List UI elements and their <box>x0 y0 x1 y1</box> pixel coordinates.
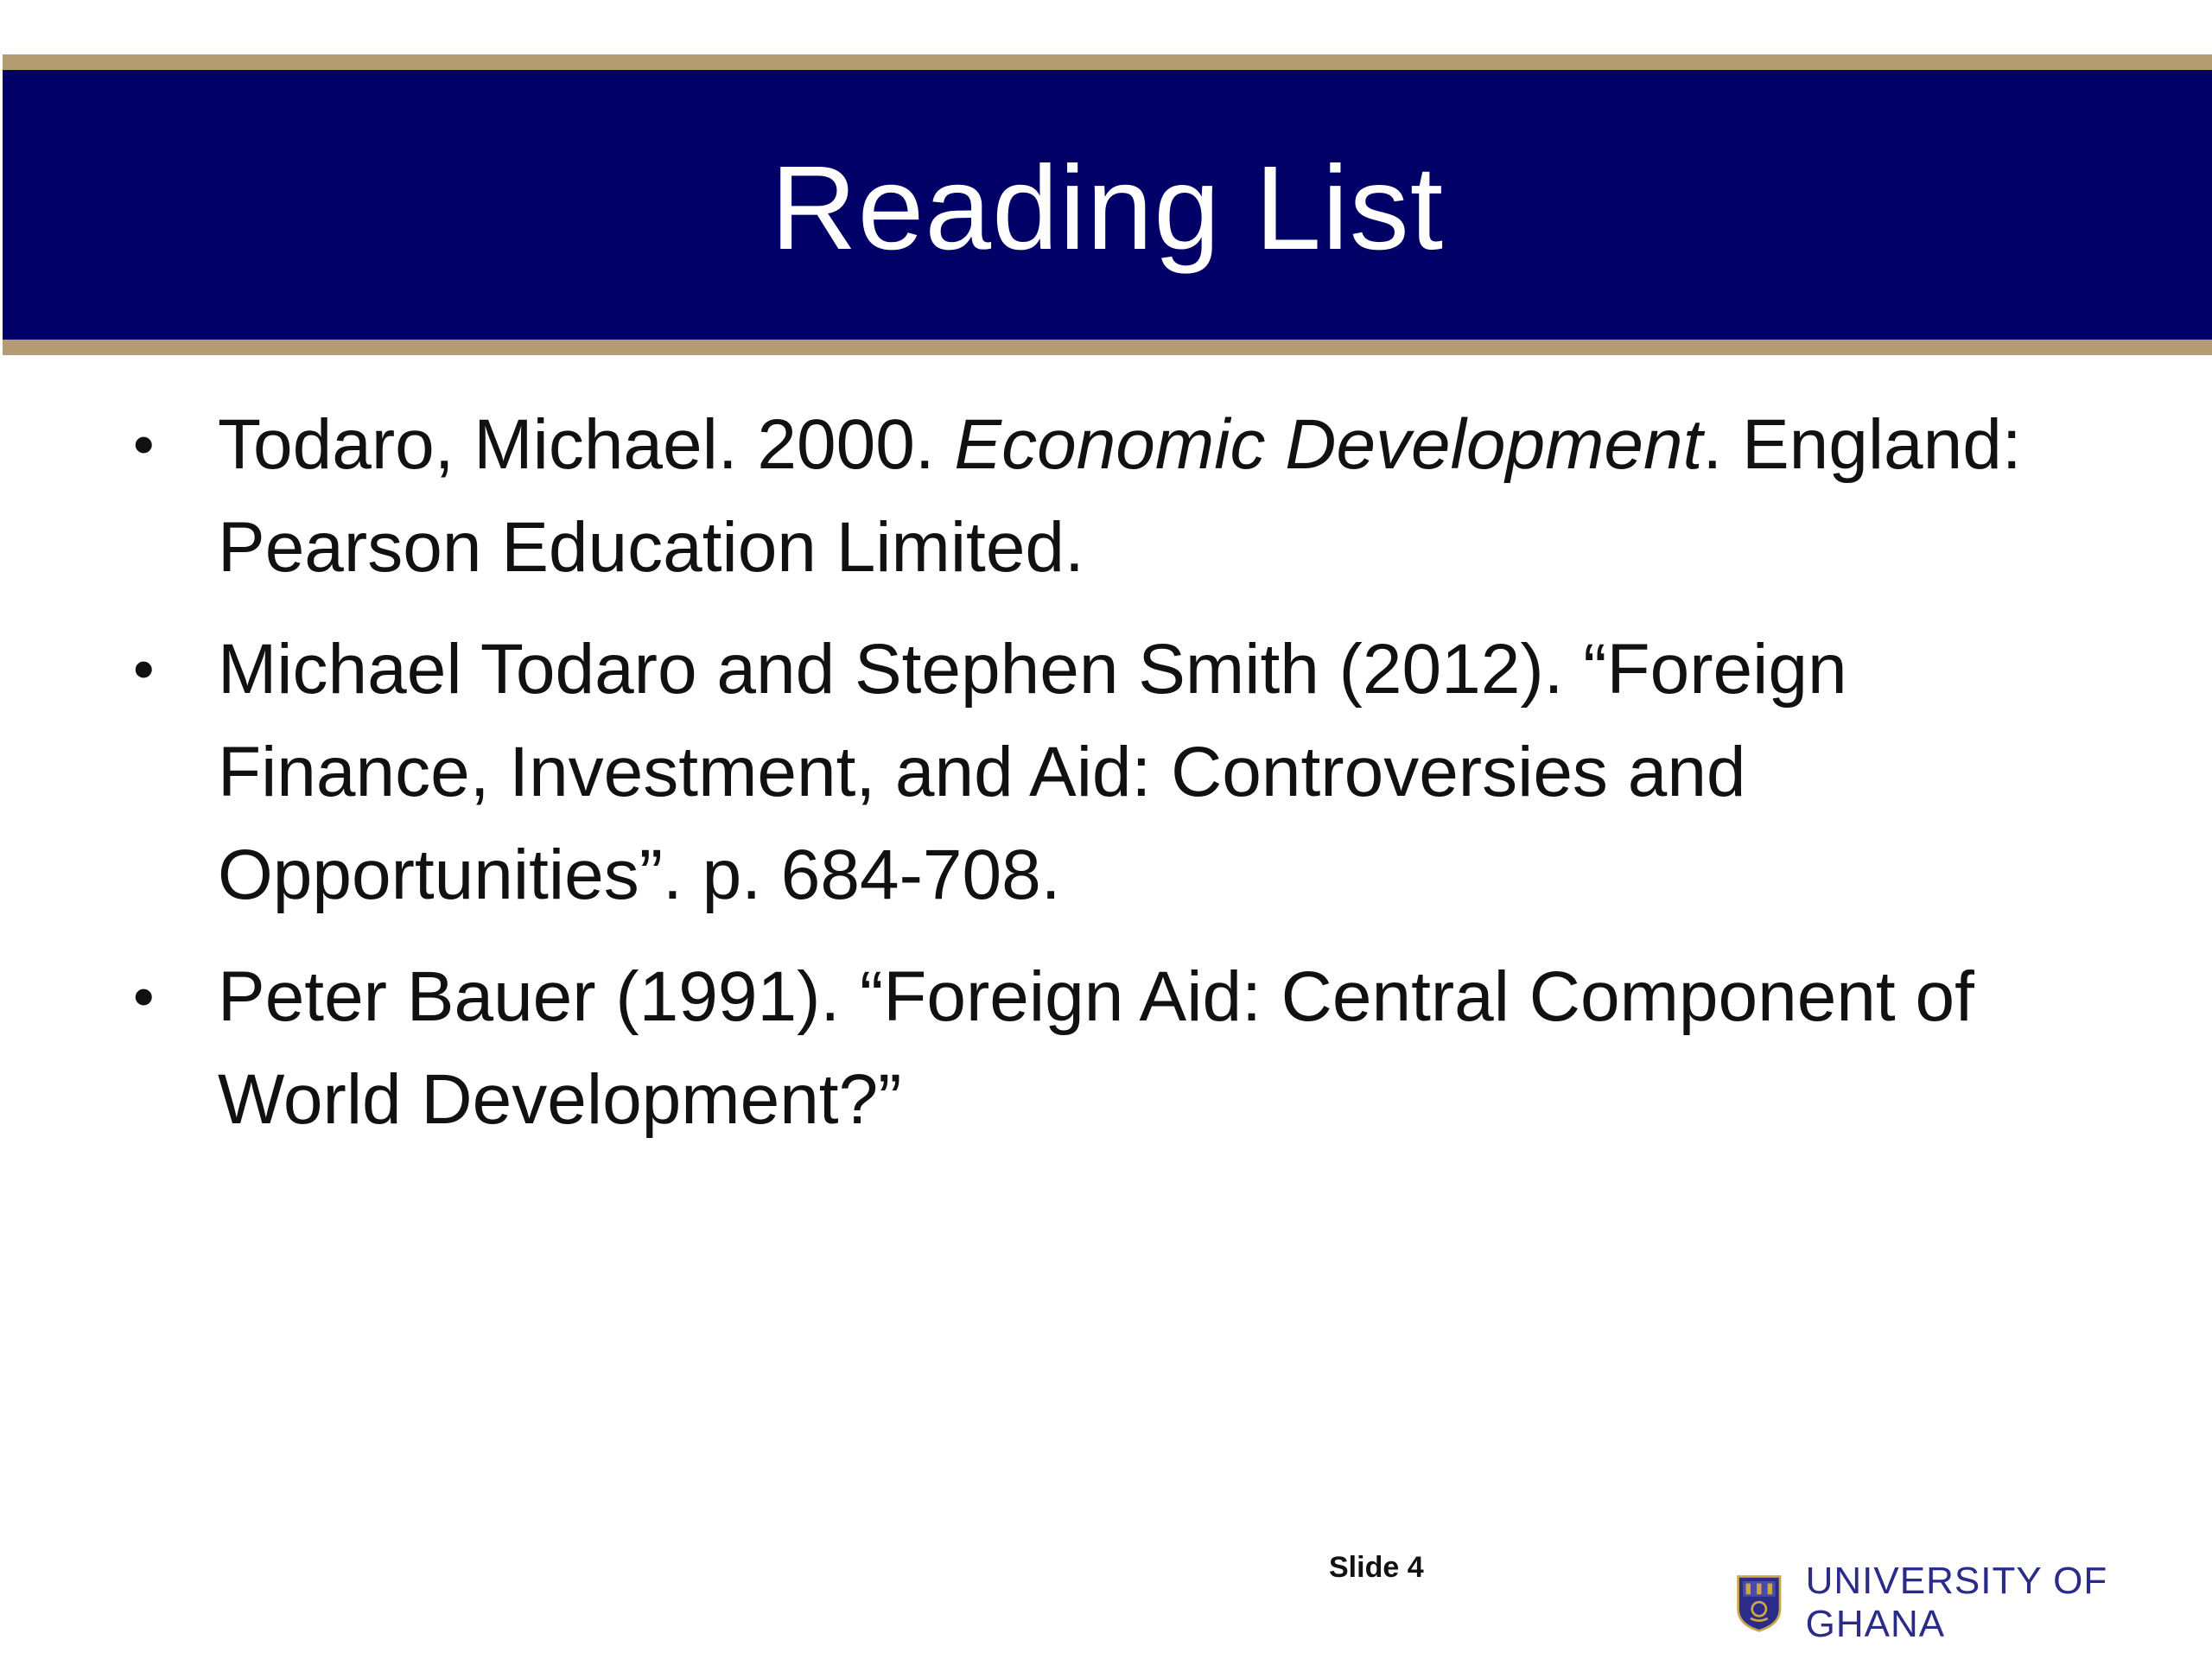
slide-number: Slide 4 <box>1329 1551 1424 1584</box>
university-name: UNIVERSITY OF GHANA <box>1805 1560 2108 1645</box>
reading-list <box>121 393 2108 1151</box>
reading-list-item <box>121 618 2108 926</box>
bullet-icon: • <box>133 635 155 702</box>
reference-text: Peter Bauer (1991). “Foreign Aid: Central Component of World Development?” <box>218 957 1974 1139</box>
bullet-icon: • <box>133 963 155 1030</box>
reference-text: Michael Todaro and Stephen Smith (2012). “Foreign Finance, Investment, and Aid: Controversies and Opportunities”. p. 684-708. <box>218 630 1847 914</box>
title-band <box>3 54 2212 355</box>
university-logo <box>1735 1560 2212 1646</box>
reading-list-item <box>121 393 2108 599</box>
slide-title: Reading List <box>770 141 1445 275</box>
reference-text-start: Todaro, Michael. 2000. <box>218 405 955 484</box>
book-title: Economic Development <box>954 405 1703 484</box>
reading-list-item <box>121 945 2108 1151</box>
reference-text-end: . England: Pearson Education Limited. <box>218 405 2022 587</box>
university-crest-icon <box>1735 1570 1783 1636</box>
bullet-icon: • <box>133 410 155 478</box>
slide-content <box>121 393 2108 1170</box>
